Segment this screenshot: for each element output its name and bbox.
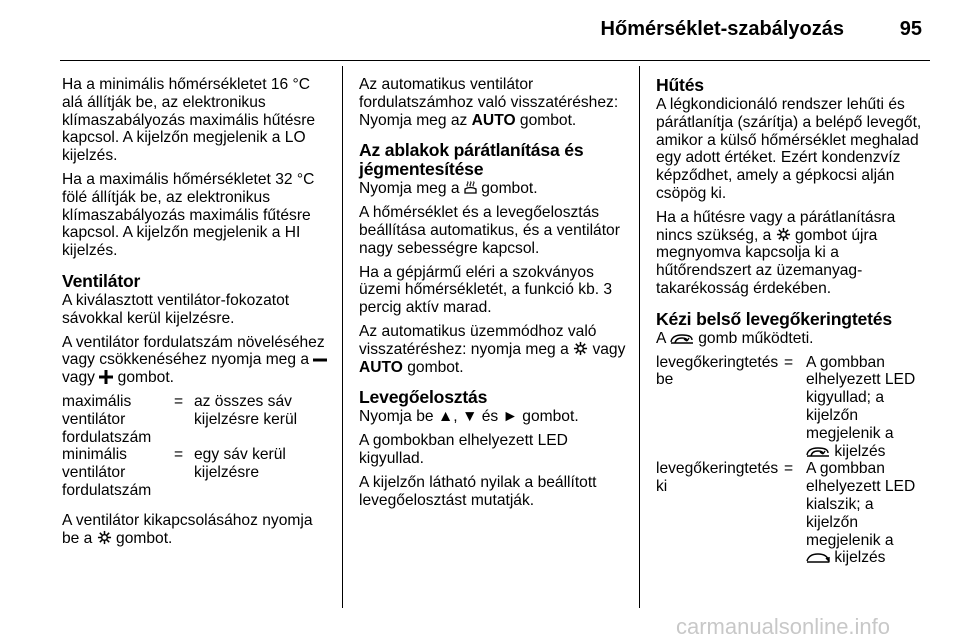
table-desc: egy sáv kerül kijelzésre	[194, 446, 286, 482]
paragraph-defrost-auto: A hőmérséklet és a levegőelosztás beállítása automatikus, és a ventilátor nagy sebességre kapcsol.	[359, 204, 620, 257]
fan-icon	[776, 227, 791, 242]
section-title: Hőmérséklet-szabályozás	[600, 18, 844, 40]
page-header	[60, 0, 930, 61]
table-term: levegőkeringtetés ki	[656, 460, 779, 496]
table-term: levegőkeringtetés be	[656, 353, 779, 389]
paragraph-fan-speed: A ventilátor fordulatszám növeléséhez vagy csökkenéséhez nyomja meg a vagy gombot.	[62, 334, 334, 387]
minus-icon	[313, 354, 327, 366]
auto-label: AUTO	[359, 358, 403, 376]
paragraph-fan-off: A ventilátor kikapcsolásához nyomja be a gombot.	[62, 511, 313, 547]
auto-label: AUTO	[471, 111, 516, 129]
page-number: 95	[899, 18, 922, 40]
table-sep: =	[784, 353, 794, 371]
recirculation-icon	[670, 332, 694, 345]
heading-fan: Ventilátor	[62, 270, 141, 291]
column-divider	[639, 66, 640, 608]
paragraph-air-display: A kijelzőn látható nyilak a beállított levegőelosztást mutatják.	[359, 473, 597, 509]
table-sep: =	[174, 392, 184, 410]
watermark: carmanualsonline.info	[676, 614, 891, 639]
windscreen-defrost-icon	[464, 181, 477, 195]
column-1	[62, 76, 334, 553]
fan-icon	[97, 530, 112, 545]
paragraph-cooling-off: Ha a hűtésre vagy a párátlanításra nincs szükség, a gombot újra megnyomva kapcsolja ki a hűtőrendszert az üzemanyag-takarékosság érdekében.	[656, 208, 896, 297]
table-term: minimális ventilátor fordulatszám	[62, 446, 152, 499]
fan-icon	[573, 341, 588, 356]
column-3	[656, 76, 928, 579]
paragraph-air-led: A gombokban elhelyezett LED kigyullad.	[359, 432, 568, 467]
heading-cooling: Hűtés	[656, 75, 704, 95]
paragraph-auto-fan: Az automatikus ventilátor fordulatszámhoz való visszatéréshez: Nyomja meg az AUTO gombot.	[359, 76, 619, 129]
paragraph-lo: Ha a minimális hőmérsékletet 16 °C alá állítják be, az elektronikus klímaszabályozás maximális hűtésre kapcsol. A kijelzőn megjelenik a LO kijelzés.	[62, 76, 316, 165]
table-sep: =	[784, 460, 794, 478]
plus-icon	[99, 370, 113, 384]
paragraph-fan-bars: A kiválasztott ventilátor-fokozatot sávokkal kerül kijelzésre.	[62, 291, 290, 327]
paragraph-defrost-duration: Ha a gépjármű eléri a szokványos üzemi hőmérsékletét, a funkció kb. 3 percig aktív marad.	[359, 263, 613, 317]
column-2	[359, 76, 627, 515]
heading-air-distribution: Levegőelosztás	[359, 387, 488, 408]
table-sep: =	[174, 446, 184, 464]
recirculation-table	[656, 354, 928, 568]
paragraph-recirculation: A gomb működteti.	[656, 329, 814, 347]
fan-speed-table	[62, 393, 334, 500]
paragraph-auto-return: Az automatikus üzemmódhoz való visszatéréshez: nyomja meg a vagy AUTO gombot.	[359, 322, 626, 376]
table-term: maximális ventilátor fordulatszám	[62, 392, 152, 446]
paragraph-cooling: A légkondicionáló rendszer lehűti és párátlanítja (szárítja) a belépő levegőt, amikor a külső hőmérséklet meghalad egy adott értéket. Ezért kondenzvíz képződhet, amely a gépkocsi alján csöpög ki.	[656, 96, 922, 202]
table-desc: A gombban elhelyezett LED kialszik; a kijelzőn megjelenik a kijelzés	[806, 460, 916, 567]
paragraph-hi: Ha a maximális hőmérsékletet 32 °C fölé állítják be, az elektronikus klímaszabályozás maximális fűtésre kapcsol. A kijelzőn megjelenik a HI kijelzés.	[62, 170, 315, 260]
recirculation-icon	[806, 445, 830, 458]
table-desc: A gombban elhelyezett LED kigyullad; a kijelzőn megjelenik a kijelzés	[806, 353, 916, 460]
paragraph-defrost-press: Nyomja meg a gombot.	[359, 180, 538, 198]
heading-defrost: Az ablakok párátlanítása és jégmentesítése	[359, 140, 584, 180]
heading-recirculation: Kézi belső levegőkeringtetés	[656, 308, 892, 329]
paragraph-air-buttons: Nyomja be ▲, ▼ és ► gombot.	[359, 408, 579, 426]
column-divider	[342, 66, 343, 608]
recirculation-off-icon	[806, 551, 830, 564]
table-desc: az összes sáv kijelzésre kerül	[194, 392, 298, 428]
